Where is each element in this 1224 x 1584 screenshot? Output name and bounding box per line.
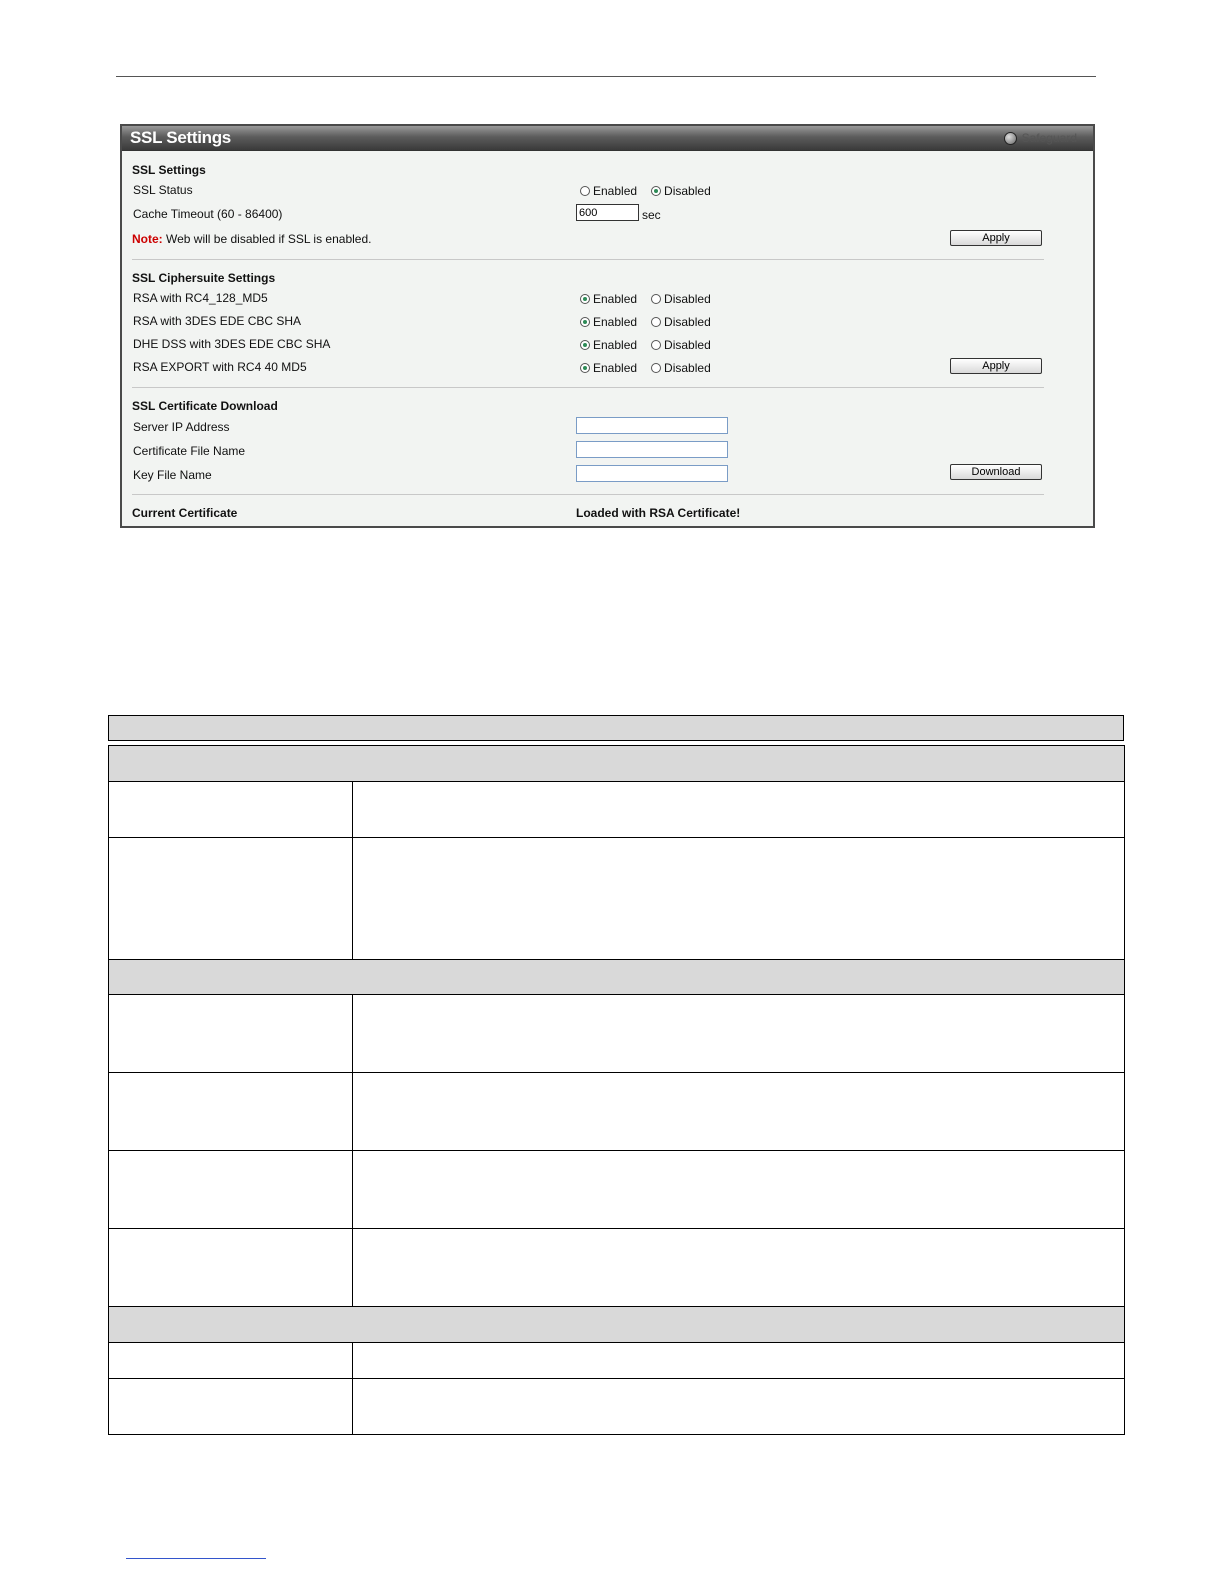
table-param-cell xyxy=(109,1343,353,1379)
table-param-cell xyxy=(109,995,353,1073)
cache-timeout-unit: sec xyxy=(642,208,661,222)
cipher-label-rsa-3des: RSA with 3DES EDE CBC SHA xyxy=(133,314,302,328)
ssl-settings-panel xyxy=(120,124,1095,528)
key-file-label: Key File Name xyxy=(133,468,212,482)
cache-timeout-label: Cache Timeout (60 - 86400) xyxy=(133,207,283,221)
cipher-label-rsa-rc4-128-md5: RSA with RC4_128_MD5 xyxy=(133,291,268,305)
divider xyxy=(132,387,1044,388)
table-group-header xyxy=(109,1307,1125,1343)
table-param-cell xyxy=(109,1073,353,1151)
cert-download-section-title: SSL Certificate Download xyxy=(132,399,278,413)
table-param-cell xyxy=(109,838,353,960)
cipher-enabled-label: Enabled xyxy=(593,315,638,329)
download-button[interactable]: Download xyxy=(950,464,1042,480)
cipher-disabled-radio[interactable] xyxy=(651,363,661,373)
cipher-enabled-label: Enabled xyxy=(593,361,638,375)
panel-title: SSL Settings xyxy=(130,128,231,147)
cipher-disabled-label: Disabled xyxy=(664,338,711,352)
cipher-disabled-label: Disabled xyxy=(664,292,711,306)
table-desc-cell xyxy=(353,782,1125,838)
cipher-disabled-radio[interactable] xyxy=(651,317,661,327)
ssl-status-disabled-radio[interactable] xyxy=(651,186,661,196)
cipher-disabled-label: Disabled xyxy=(664,315,711,329)
safeguard-indicator xyxy=(1004,131,1077,145)
cipher-enabled-option[interactable] xyxy=(580,361,637,375)
cipher-label-rsa-export-rc4: RSA EXPORT with RC4 40 MD5 xyxy=(133,360,307,374)
table-desc-cell xyxy=(353,1151,1125,1229)
page-header-rule xyxy=(116,76,1096,77)
note-text: Web will be disabled if SSL is enabled. xyxy=(162,232,372,246)
divider xyxy=(132,259,1044,260)
table-group-header xyxy=(109,746,1125,782)
cipher-disabled-option[interactable] xyxy=(651,315,711,329)
table-param-cell xyxy=(109,782,353,838)
table-param-cell xyxy=(109,1229,353,1307)
cert-file-label: Certificate File Name xyxy=(133,444,246,458)
cipher-disabled-label: Disabled xyxy=(664,361,711,375)
ciphersuite-apply-button[interactable]: Apply xyxy=(950,358,1042,374)
ssl-note xyxy=(132,232,371,246)
cipher-disabled-option[interactable] xyxy=(651,361,711,375)
panel-header xyxy=(122,126,1093,151)
cipher-enabled-option[interactable] xyxy=(580,338,637,352)
ssl-status-enabled-option[interactable] xyxy=(580,184,637,198)
note-key: Note: xyxy=(132,232,163,246)
table-group-header xyxy=(109,960,1125,995)
cipher-enabled-option[interactable] xyxy=(580,315,637,329)
cipher-enabled-radio[interactable] xyxy=(580,294,590,304)
cipher-enabled-radio[interactable] xyxy=(580,317,590,327)
cipher-label-dhe-dss-3des: DHE DSS with 3DES EDE CBC SHA xyxy=(133,337,331,351)
cipher-enabled-label: Enabled xyxy=(593,338,638,352)
table-caption-box xyxy=(108,715,1124,741)
cipher-enabled-option[interactable] xyxy=(580,292,637,306)
current-certificate-value: Loaded with RSA Certificate! xyxy=(576,506,741,520)
current-certificate-label: Current Certificate xyxy=(132,506,238,520)
server-ip-label: Server IP Address xyxy=(133,420,230,434)
table-desc-cell xyxy=(353,1073,1125,1151)
table-param-cell xyxy=(109,1151,353,1229)
cipher-disabled-radio[interactable] xyxy=(651,340,661,350)
cert-file-input[interactable] xyxy=(576,441,728,458)
ssl-settings-apply-button[interactable]: Apply xyxy=(950,230,1042,246)
ssl-status-label: SSL Status xyxy=(133,183,193,197)
ssl-status-disabled-label: Disabled xyxy=(664,184,711,198)
safeguard-icon xyxy=(1004,132,1017,145)
cipher-disabled-radio[interactable] xyxy=(651,294,661,304)
footer-link-underline[interactable] xyxy=(126,1558,266,1559)
ssl-status-enabled-radio[interactable] xyxy=(580,186,590,196)
cipher-radio-group-rsa-3des xyxy=(580,315,725,329)
ssl-status-enabled-label: Enabled xyxy=(593,184,638,198)
cipher-enabled-radio[interactable] xyxy=(580,363,590,373)
cipher-enabled-radio[interactable] xyxy=(580,340,590,350)
table-desc-cell xyxy=(353,1343,1125,1379)
ciphersuite-section-title: SSL Ciphersuite Settings xyxy=(132,271,276,285)
cipher-radio-group-rsa-export-rc4 xyxy=(580,361,725,375)
cipher-enabled-label: Enabled xyxy=(593,292,638,306)
cipher-radio-group-rsa-rc4-128-md5 xyxy=(580,292,725,306)
table-desc-cell xyxy=(353,838,1125,960)
cipher-disabled-option[interactable] xyxy=(651,338,711,352)
safeguard-label: Safeguard xyxy=(1021,131,1077,145)
ssl-status-disabled-option[interactable] xyxy=(651,184,711,198)
table-desc-cell xyxy=(353,1229,1125,1307)
key-file-input[interactable] xyxy=(576,465,728,482)
parameter-description-table xyxy=(108,745,1125,1435)
cipher-radio-group-dhe-dss-3des xyxy=(580,338,725,352)
table-desc-cell xyxy=(353,1379,1125,1435)
divider xyxy=(132,494,1044,495)
ssl-status-radio-group xyxy=(580,184,725,198)
table-param-cell xyxy=(109,1379,353,1435)
server-ip-input[interactable] xyxy=(576,417,728,434)
cache-timeout-input[interactable] xyxy=(576,204,639,221)
table-desc-cell xyxy=(353,995,1125,1073)
cipher-disabled-option[interactable] xyxy=(651,292,711,306)
ssl-settings-section-title: SSL Settings xyxy=(132,163,206,177)
